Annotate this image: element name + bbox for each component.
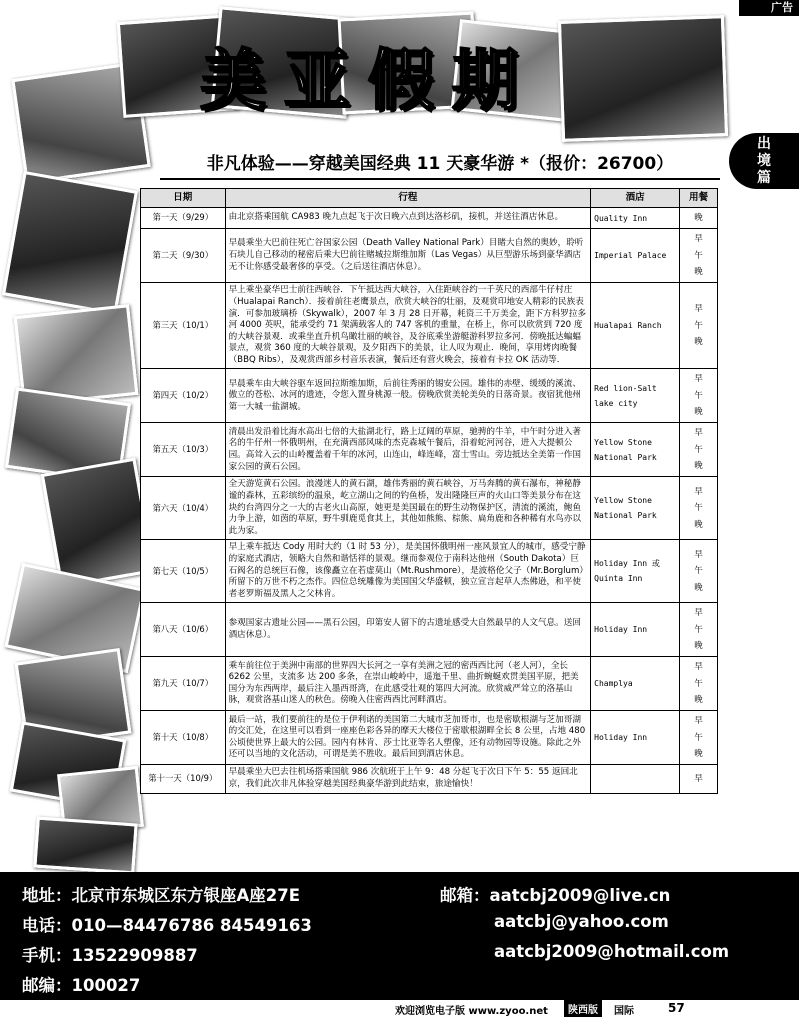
meal-item: 早 xyxy=(694,486,703,497)
table-row xyxy=(141,657,718,711)
contact-panel xyxy=(0,872,799,1000)
meal-item: 早 xyxy=(694,234,703,245)
itinerary-cell: 早上乘坐豪华巴士前往西峡谷．下午抵达西大峡谷，入住距峡谷约一千英尺的西部牛仔村庄（Hualapai Ranch）．接着前往老鹰景点，欣赏大峡谷的壮丽，及观赏印地安人精彩的民族表演．可参加玻璃桥（Skywalk），2007 年 3 月 28 日开幕，耗资三千万美金，距下方科罗拉多河 4000 英呎，能承受约 71 架满载客人的 747 客机的重量，在桥上，你可以欣赏到 720 度的大峡谷景观．或乘坐直升机鸟瞰壮丽的峡谷，及谷底乘坐游艇游科罗拉多河．傍晚抵达蝙蝠景点，观赏 360 度的大峡谷景观，及夕阳西下的美景，让人叹为观止．晚间，享用烤肉晚餐（BBQ Ribs），及观赏西部乡村音乐表演，餐后还有营火晚会，接着有卡拉 OK 活动等． xyxy=(225,283,591,369)
photo-church xyxy=(41,458,156,589)
meal-item: 晚 xyxy=(694,461,703,472)
meal-item: 午 xyxy=(694,678,703,689)
mobile: 手机：13522909887 xyxy=(22,946,198,965)
hotel-cell: Champlya xyxy=(591,657,680,711)
photo-skyline xyxy=(33,817,137,875)
col-header-hotel: 酒店 xyxy=(591,189,680,208)
day-cell: 第五天（10/3） xyxy=(141,423,226,477)
table-row xyxy=(141,540,718,603)
ad-tag: 广告 xyxy=(739,0,799,16)
footer-section: 国际 xyxy=(614,1006,634,1017)
page-footer xyxy=(0,1000,799,1017)
table-row xyxy=(141,423,718,477)
meal-item: 早 xyxy=(694,428,703,439)
meal-item: 早 xyxy=(694,716,703,727)
day-cell: 第八天（10/6） xyxy=(141,603,226,657)
meals-cell xyxy=(680,603,718,657)
day-cell: 第十天（10/8） xyxy=(141,711,226,765)
meal-item: 晚 xyxy=(694,337,703,348)
footer-welcome[interactable]: 欢迎浏览电子版 www.zyoo.net xyxy=(395,1006,548,1017)
itinerary-cell: 早晨乘坐大巴前往死亡谷国家公园（Death Valley National Park）目睹大自然的奥妙，聆听石块儿自己移动的秘密后乘大巴前往赌城拉斯维加斯（Las Vegas）从巨型游乐场到豪华酒店无不让你感受最奢侈的享受。（之后送往酒店休息）。 xyxy=(225,229,591,283)
table-row xyxy=(141,711,718,765)
email-yahoo[interactable]: aatcbj@yahoo.com xyxy=(494,912,669,931)
meal-item: 早 xyxy=(694,773,703,784)
meals-cell xyxy=(680,283,718,369)
hotel-cell: Holiday Inn xyxy=(591,711,680,765)
postcode: 邮编：100027 xyxy=(22,976,141,995)
itinerary-cell: 乘车前往位于美洲中南部的世界四大长河之一享有美洲之冠的密西西比河（老人河），全长 6262 公里，支流多 达 200 多条，在崇山峻岭中，遥迤千里、曲折蜿蜒欢贯美国平原，把美国分为东西两岸，最后注入墨西哥湾，在此感受壮观的第四大河流。欣赏威严耸立的洛基山脉，观赏洛基山迷人的秋色。傍晚入住密西西比河畔酒店。 xyxy=(225,657,591,711)
page-number: 57 xyxy=(668,1001,685,1015)
itinerary-table xyxy=(140,188,718,794)
hotel-cell: Yellow Stone National Park xyxy=(591,477,680,540)
itinerary-cell: 早晨乘车由大峡谷驱车返回拉斯维加斯，后前往秀丽的锡安公园。雄伟的赤壁、缓缓的溪流、傲立的苍松、冰河的遗迹，令您入置身桃源一般。傍晚欣赏美轮美奂的日落奇景。夜宿犹他州第一大城一盐湖城。 xyxy=(225,369,591,423)
hotel-cell: Holiday Inn 或 Quinta Inn xyxy=(591,540,680,603)
meal-item: 早 xyxy=(694,549,703,560)
email-hotmail[interactable]: aatcbj2009@hotmail.com xyxy=(494,942,730,961)
meal-item: 午 xyxy=(694,250,703,261)
meal-item: 晚 xyxy=(694,407,703,418)
meal-item: 晚 xyxy=(694,266,703,277)
address: 地址：北京市东城区东方银座A座27E xyxy=(22,886,301,905)
table-row xyxy=(141,208,718,229)
meal-item: 午 xyxy=(694,503,703,514)
hotel-cell: Red lion-Salt lake city xyxy=(591,369,680,423)
meals-cell xyxy=(680,208,718,229)
day-cell: 第六天（10/4） xyxy=(141,477,226,540)
meals-cell xyxy=(680,369,718,423)
meals-cell xyxy=(680,423,718,477)
itinerary-cell: 清晨出发沿着比海水高出七倍的大盐湖北行，路上辽阔的草原，驰骋的牛羊，中午时分进入著名的牛仔州一怀俄明州，在充满西部风味的杰克森城午餐后，沿着蛇河河谷，进入大提顿公园。高耸入云的山岭覆盖着千年的冰河，山连山，峰连峰，富士雪山。旁边抵达全美第一作国家公园的黄石公园。 xyxy=(225,423,591,477)
itinerary-cell: 由北京搭乘国航 CA983 晚九点起飞于次日晚六点到达洛杉矶，接机，并送往酒店休息。 xyxy=(225,208,591,229)
itinerary-cell: 早晨乘坐大巴去往机场搭乘国航 986 次航班于上午 9：48 分起飞于次日下午 5：55 返回北京，我们此次非凡体验穿越美国经典豪华游到此结束，旅途愉快！ xyxy=(225,765,591,793)
section-tab xyxy=(729,133,799,189)
meals-cell xyxy=(680,229,718,283)
meal-item: 午 xyxy=(694,566,703,577)
meal-item: 早 xyxy=(694,374,703,385)
meal-item: 晚 xyxy=(694,213,703,223)
meals-cell xyxy=(680,657,718,711)
meal-item: 晚 xyxy=(694,641,703,652)
itinerary-cell: 参观国家古遗址公园——黑石公园，印第安人留下的古遗址感受大自然最早的人文气息。送回酒店休息）。 xyxy=(225,603,591,657)
meal-item: 晚 xyxy=(694,749,703,759)
hotel-cell: Yellow Stone National Park xyxy=(591,423,680,477)
meal-item: 早 xyxy=(694,662,703,673)
meal-item: 晚 xyxy=(694,519,703,530)
itinerary-cell: 全天游览黄石公园。浪漫迷人的黄石湖，雄伟秀丽的黄石峡谷，万马奔腾的黄石瀑布，神秘静谧的森林，五彩缤纷的温泉，屹立湖山之间的钓鱼桥，发出隆隆巨声的火山口等美景分布在这块约台湾四分之一大的古老火山高原，她更是美国最在的野生动物保护区，清流的溪流，鲍鱼力争上游，如茵的草原，野牛驯鹿觅食其上，其他如熊熊、棕熊、扁角鹿和各种稀有水鸟亦以此为家。 xyxy=(225,477,591,540)
meal-item: 午 xyxy=(694,320,703,331)
meal-item: 早 xyxy=(694,304,703,315)
table-row xyxy=(141,283,718,369)
meals-cell xyxy=(680,765,718,793)
table-row xyxy=(141,369,718,423)
meals-cell xyxy=(680,477,718,540)
table-row xyxy=(141,765,718,793)
email-label[interactable]: 邮箱：aatcbj2009@live.cn xyxy=(440,886,671,905)
day-cell: 第九天（10/7） xyxy=(141,657,226,711)
meals-cell xyxy=(680,540,718,603)
section-tab-label: 出境篇 xyxy=(757,135,771,186)
meal-item: 早 xyxy=(694,608,703,619)
photo-city xyxy=(2,171,138,315)
day-cell: 第三天（10/1） xyxy=(141,283,226,369)
hotel-cell: Hualapai Ranch xyxy=(591,283,680,369)
footer-edition: 陕西版 xyxy=(564,1000,602,1017)
day-cell: 第十一天（10/9） xyxy=(141,765,226,793)
day-cell: 第七天（10/5） xyxy=(141,540,226,603)
meal-item: 午 xyxy=(694,390,703,401)
day-cell: 第二天（9/30） xyxy=(141,229,226,283)
meal-item: 午 xyxy=(694,732,703,743)
col-header-itinerary: 行程 xyxy=(225,189,591,208)
table-row xyxy=(141,477,718,540)
meal-item: 晚 xyxy=(694,695,703,706)
itinerary-body xyxy=(141,208,718,794)
day-cell: 第一天（9/29） xyxy=(141,208,226,229)
subtitle: 非凡体验——穿越美国经典 11 天豪华游 *（报价：26700） xyxy=(160,150,720,180)
col-header-date: 日期 xyxy=(141,189,226,208)
itinerary-cell: 最后一站，我们要前往的是位于伊利诺的美国第二大城市芝加哥市，也是密歇根湖与芝加哥湖的交汇处，在这里可以看到一座座色彩各异的摩天大楼位于密歇根湖畔全长 8 公里，占地 480 公顷使世界上最大的公园。园内有林肯、莎士比亚等名人塑像，还有动物园等设施。除此之外还可以当地的文化活动，可谓是美不胜收。最后回到酒店休息。 xyxy=(225,711,591,765)
headline: 美亚假期 xyxy=(200,41,536,119)
meal-item: 午 xyxy=(694,624,703,635)
day-cell: 第四天（10/2） xyxy=(141,369,226,423)
hotel-cell xyxy=(591,765,680,793)
meal-item: 午 xyxy=(694,444,703,455)
meal-item: 晚 xyxy=(694,582,703,593)
hotel-cell: Quality Inn xyxy=(591,208,680,229)
phone: 电话：010—84476786 84549163 xyxy=(22,916,312,935)
meals-cell xyxy=(680,711,718,765)
table-row xyxy=(141,603,718,657)
col-header-meals: 用餐 xyxy=(680,189,718,208)
hotel-cell: Imperial Palace xyxy=(591,229,680,283)
table-header-row xyxy=(141,189,718,208)
hotel-cell: Holiday Inn xyxy=(591,603,680,657)
itinerary-cell: 早上乘车抵达 Cody 用时大约（1 时 53 分），是美国怀俄明州一座风景宜人的城市，感受宁静的家庭式酒店，领略大自然和谐恬祥的景观。继而参观位于南科达他州（South Dakota）巨石阀名的总统巨石像，该像矗立在若虚莫山（Mt.Rushmore），是波格伦父子（Mr.Borglum）所留下的万世不朽之杰作。四位总统雕像为美国国父华盛顿，独立宣言起草人杰佛逊，和平使者老罗斯福及黑人之父林肯。 xyxy=(225,540,591,603)
table-row xyxy=(141,229,718,283)
